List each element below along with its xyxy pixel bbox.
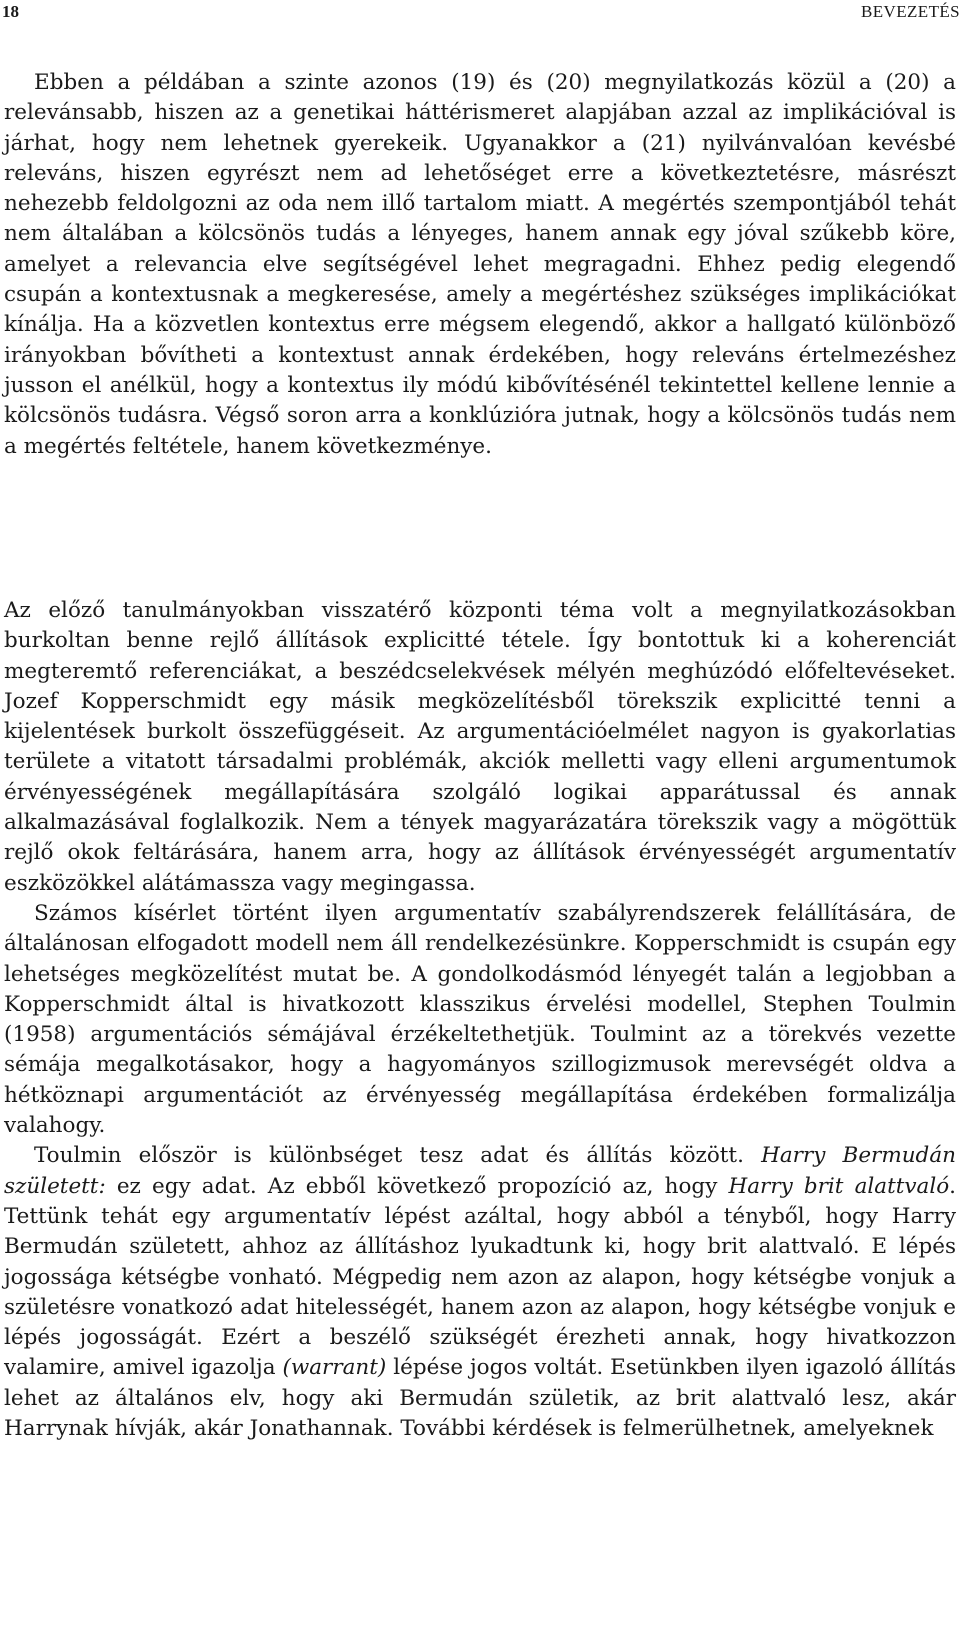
paragraph: [4, 68, 956, 462]
italic-example-text: Harry brit alattvaló: [728, 1173, 950, 1199]
italic-term-text: (warrant): [282, 1355, 387, 1381]
paragraph: [4, 1141, 956, 1444]
paragraph: [4, 596, 956, 899]
page-number: 18: [2, 2, 19, 21]
italic-example-text: Harry Bermudán született:: [4, 1143, 956, 1199]
paragraph-text: Toulmin először is különbséget tesz adat és állítás között.: [34, 1143, 762, 1169]
paragraph-text: Számos kísérlet történt ilyen argumentatív szabályrendszerek felállítására, de általánosan elfogadott modell nem áll rendelkezésünkre. Kopperschmidt is csupán egy lehetséges megközelítést mutat be. A gondolkodásmód lényegét talán a legjobban a Kopperschmidt által is hivatkozott klasszikus érvelési modellel, Stephen Toulmin (1958) argumentációs sémájával érzékeltethetjük. Toulmint az a törekvés vezette sémája megalkotásakor, hogy a hagyományos szillogizmusok merevségét oldva a hétköznapi argumentációt az érvényesség megállapítása érdekében formalizálja valahogy.: [4, 900, 956, 1139]
paragraph: [4, 899, 956, 1141]
paragraph-text: Az előző tanulmányokban visszatérő központi téma volt a megnyilatkozásokban burkoltan benne rejlő állítások explicitté tétele. Így bontottuk ki a koherenciát megteremtő referenciákat, a beszédcselekvések mélyén meghúzódó előfeltevéseket. Jozef Kopperschmidt egy másik megközelítésből törekszik explicitté tenni a kijelentések burkolt összefüggéseit. Az argumentációelmélet nagyon is gyakorlatias területe a vitatott társadalmi problémák, akciók melletti vagy elleni argumentumok érvényességének megállapítására szolgáló logikai apparátussal és annak alkalmazásával foglalkozik. Nem a tények magyarázatára törekszik vagy a mögöttük rejlő okok feltárására, hanem arra, hogy az állítások érvényességét argumentatív eszközökkel alátámassza vagy megingassa.: [4, 598, 956, 896]
page-header: [0, 0, 960, 24]
running-head: BEVEZETÉS: [861, 2, 960, 21]
paragraph-text: . Tettünk tehát egy argumentatív lépést azáltal, hogy abból a tényből, hogy Harry Bermudán született, ahhoz az állításhoz lyukadtunk ki, hogy brit alattvaló. E lépés jogossága kétségbe vonható. Mégpedig nem azon az alapon, hogy kétségbe vonjuk a születésre vonatkozó adat hitelességét, hanem azon az alapon, hogy kétségbe vonjuk e lépés jogosságát. Ezért a beszélő szükségét érezheti annak, hogy hivatkozzon valamire, amivel igazolja: [4, 1173, 957, 1381]
paragraph-text: ez egy adat. Az ebből következő propozíció az, hogy: [105, 1173, 729, 1199]
paragraph-text: Ebben a példában a szinte azonos (19) és (20) megnyilatkozás közül a (20) a relevánsabb, hiszen az a genetikai háttérismeret alapjában azzal az implikációval is járhat, hogy nem lehetnek gyerekeik. Ugyanakkor a (21) nyilvánvalóan kevésbé releváns, hiszen egyrészt nem ad lehetőséget erre a következtetésre, másrészt nehezebb feldolgozni az oda nem illő tartalom miatt. A megértés szempontjából tehát nem általában a kölcsönös tudás a lényeges, hanem annak egy jóval szűkebb köre, amelyet a relevancia elve segítségével lehet megragadni. Ehhez pedig elegendő csupán a kontextusnak a megkeresése, amely a megértéshez szükséges implikációkat kínálja. Ha a közvetlen kontextus erre mégsem elegendő, akkor a hallgató különböző irányokban bővítheti a kontextust annak érdekében, hogy releváns értelmezéshez jusson el anélkül, hogy a kontextus ily módú kibővítésénél tekintettel kellene lennie a kölcsönös tudásra. Végső soron arra a konklúzióra jutnak, hogy a kölcsönös tudás nem a megértés feltétele, hanem következménye.: [4, 70, 956, 459]
paragraph-text: lépése jogos voltát. Esetünkben ilyen igazoló állítás lehet az általános elv, hogy aki Bermudán születik, az brit alattvaló lesz, akár Harrynak hívják, akár Jonathannak. További kérdések is felmerülhetnek, amelyeknek: [4, 1355, 956, 1442]
text-block-upper: [4, 68, 956, 462]
text-block-lower: [4, 596, 956, 1444]
